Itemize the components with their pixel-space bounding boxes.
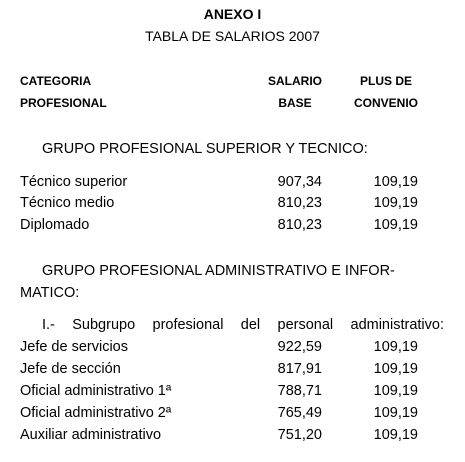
header-base-line2: BASE: [278, 96, 312, 110]
row-plus: 109,19: [373, 405, 418, 421]
row-category: Jefe de sección: [20, 361, 121, 377]
row-base-salary: 788,71: [277, 383, 322, 399]
row-plus: 109,19: [373, 195, 418, 211]
row-base-salary: 751,20: [277, 427, 322, 443]
group-title-superior-tecnico: GRUPO PROFESIONAL SUPERIOR Y TECNICO:: [42, 141, 368, 157]
row-category: Auxiliar administrativo: [20, 427, 162, 443]
row-base-salary: 765,49: [277, 405, 322, 421]
subgroup-title: I.- Subgrupo profesional del personal administrativo:: [42, 317, 444, 333]
header-base-line1: SALARIO: [268, 74, 322, 88]
annex-title: ANEXO I: [203, 6, 262, 22]
header-plus-line2: CONVENIO: [353, 96, 418, 110]
row-plus: 109,19: [373, 174, 418, 190]
row-base-salary: 817,91: [277, 361, 322, 377]
row-base-salary: 810,23: [277, 195, 322, 211]
row-category: Oficial administrativo 2ª: [20, 405, 172, 421]
row-category: Técnico superior: [20, 174, 128, 190]
row-category: Técnico medio: [20, 195, 115, 211]
group-title-administrativo-line2: MATICO:: [20, 285, 80, 301]
row-category: Oficial administrativo 1ª: [20, 383, 172, 399]
row-category: Diplomado: [20, 217, 90, 233]
row-base-salary: 922,59: [277, 339, 322, 355]
row-base-salary: 907,34: [277, 174, 322, 190]
group-title-administrativo-line1: GRUPO PROFESIONAL ADMINISTRATIVO E INFOR-: [42, 263, 395, 279]
row-plus: 109,19: [373, 383, 418, 399]
row-plus: 109,19: [373, 217, 418, 233]
row-plus: 109,19: [373, 427, 418, 443]
row-base-salary: 810,23: [277, 217, 322, 233]
table-subtitle: TABLA DE SALARIOS 2007: [145, 28, 320, 44]
header-plus-line1: PLUS DE: [359, 74, 412, 88]
row-plus: 109,19: [373, 339, 418, 355]
row-category: Jefe de servicios: [20, 339, 128, 355]
header-category-line1: CATEGORIA: [20, 74, 92, 88]
row-plus: 109,19: [373, 361, 418, 377]
header-category-line2: PROFESIONAL: [20, 96, 107, 110]
